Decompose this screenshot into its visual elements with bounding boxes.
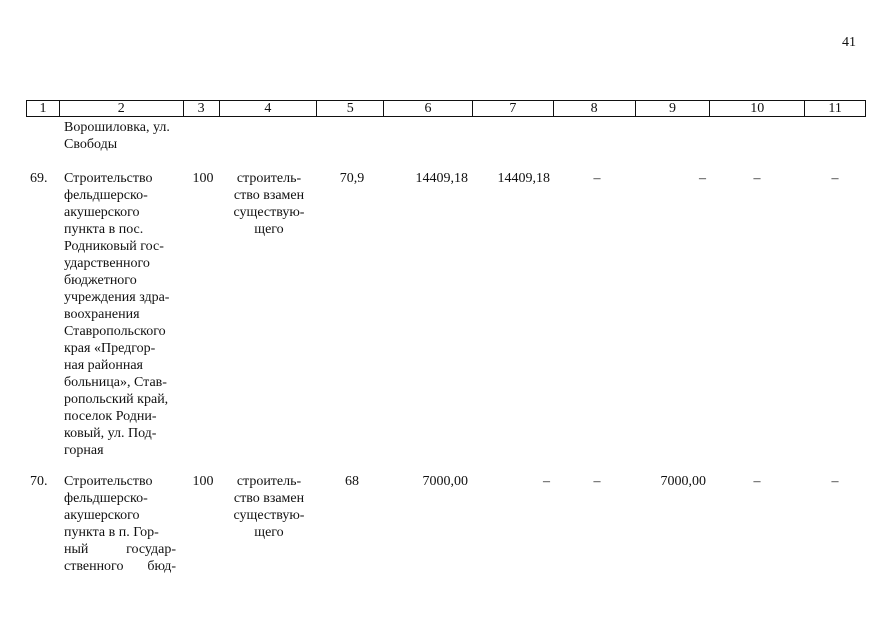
column-header-8: 8 xyxy=(554,101,636,116)
name-line: акушерского xyxy=(64,205,140,220)
column-5-cell: 70,9 xyxy=(339,171,365,186)
column-10-cell: – xyxy=(753,171,761,186)
column-header-3: 3 xyxy=(184,101,220,116)
column-7-cell: – xyxy=(543,474,550,489)
column-header-7: 7 xyxy=(473,101,554,116)
type-line: строитель- xyxy=(236,474,302,489)
column-header-2: 2 xyxy=(60,101,184,116)
column-header-10: 10 xyxy=(710,101,805,116)
name-line: больница», Став- xyxy=(64,375,167,390)
row-number: 69. xyxy=(30,171,48,186)
name-line: пункта в пос. xyxy=(64,222,144,237)
construction-type-cell xyxy=(224,473,314,541)
name-line: бюджетного xyxy=(64,273,137,288)
column-11-cell: – xyxy=(831,171,839,186)
name-line: горная xyxy=(64,443,104,458)
object-name-cell xyxy=(64,170,176,459)
name-line: учреждения здра- xyxy=(64,290,170,305)
name-line-justified xyxy=(64,558,176,575)
type-line: ство взамен xyxy=(233,491,305,506)
name-line: Строительство xyxy=(64,474,153,489)
type-line: существую- xyxy=(233,205,305,220)
column-9-cell: 7000,00 xyxy=(660,474,706,489)
type-line: щего xyxy=(254,222,284,237)
column-5-cell: 68 xyxy=(345,474,359,489)
column-9-cell: – xyxy=(699,171,706,186)
column-header-5: 5 xyxy=(317,101,384,116)
name-line: Ставропольского xyxy=(64,324,166,339)
name-line-justified xyxy=(64,541,176,558)
column-7-cell: 14409,18 xyxy=(497,171,550,186)
type-line: строитель- xyxy=(236,171,302,186)
name-line: фельдшерско- xyxy=(64,188,148,203)
column-8-cell: – xyxy=(593,171,601,186)
column-header-4: 4 xyxy=(220,101,318,116)
column-header-row xyxy=(26,100,866,117)
column-6-cell: 14409,18 xyxy=(415,171,468,186)
type-line: существую- xyxy=(233,508,305,523)
capacity-cell: 100 xyxy=(192,171,214,186)
name-line: ная районная xyxy=(64,358,143,373)
name-line: ударственного xyxy=(64,256,150,271)
column-6-cell: 7000,00 xyxy=(422,474,468,489)
column-header-9: 9 xyxy=(636,101,711,116)
column-8-cell: – xyxy=(593,474,601,489)
column-header-11: 11 xyxy=(828,101,842,116)
column-10-cell: – xyxy=(753,474,761,489)
column-header-6: 6 xyxy=(384,101,473,116)
construction-type-cell xyxy=(224,170,314,238)
name-line: воохранения xyxy=(64,307,140,322)
name-line: ропольский край, xyxy=(64,392,169,407)
name-line: ковый, ул. Под- xyxy=(64,426,157,441)
name-line: Родниковый гос- xyxy=(64,239,164,254)
name-line: Строительство xyxy=(64,171,153,186)
word: бюд- xyxy=(147,559,176,574)
column-11-cell: – xyxy=(831,474,839,489)
continuation-text xyxy=(64,119,176,153)
word: ный xyxy=(64,542,89,557)
row-number: 70. xyxy=(30,474,48,489)
capacity-cell: 100 xyxy=(192,474,214,489)
word: государ- xyxy=(126,542,176,557)
name-line: края «Предгор- xyxy=(64,341,156,356)
continuation-line: Ворошиловка, ул. xyxy=(64,120,170,135)
name-line: поселок Родни- xyxy=(64,409,157,424)
continuation-line: Свободы xyxy=(64,137,118,152)
type-line: щего xyxy=(254,525,284,540)
name-line: фельдшерско- xyxy=(64,491,148,506)
page-number: 41 xyxy=(842,35,856,50)
column-header-1: 1 xyxy=(27,101,60,116)
type-line: ство взамен xyxy=(233,188,305,203)
word: ственного xyxy=(64,559,124,574)
object-name-cell xyxy=(64,473,176,575)
name-line: пункта в п. Гор- xyxy=(64,525,159,540)
name-line: акушерского xyxy=(64,508,140,523)
